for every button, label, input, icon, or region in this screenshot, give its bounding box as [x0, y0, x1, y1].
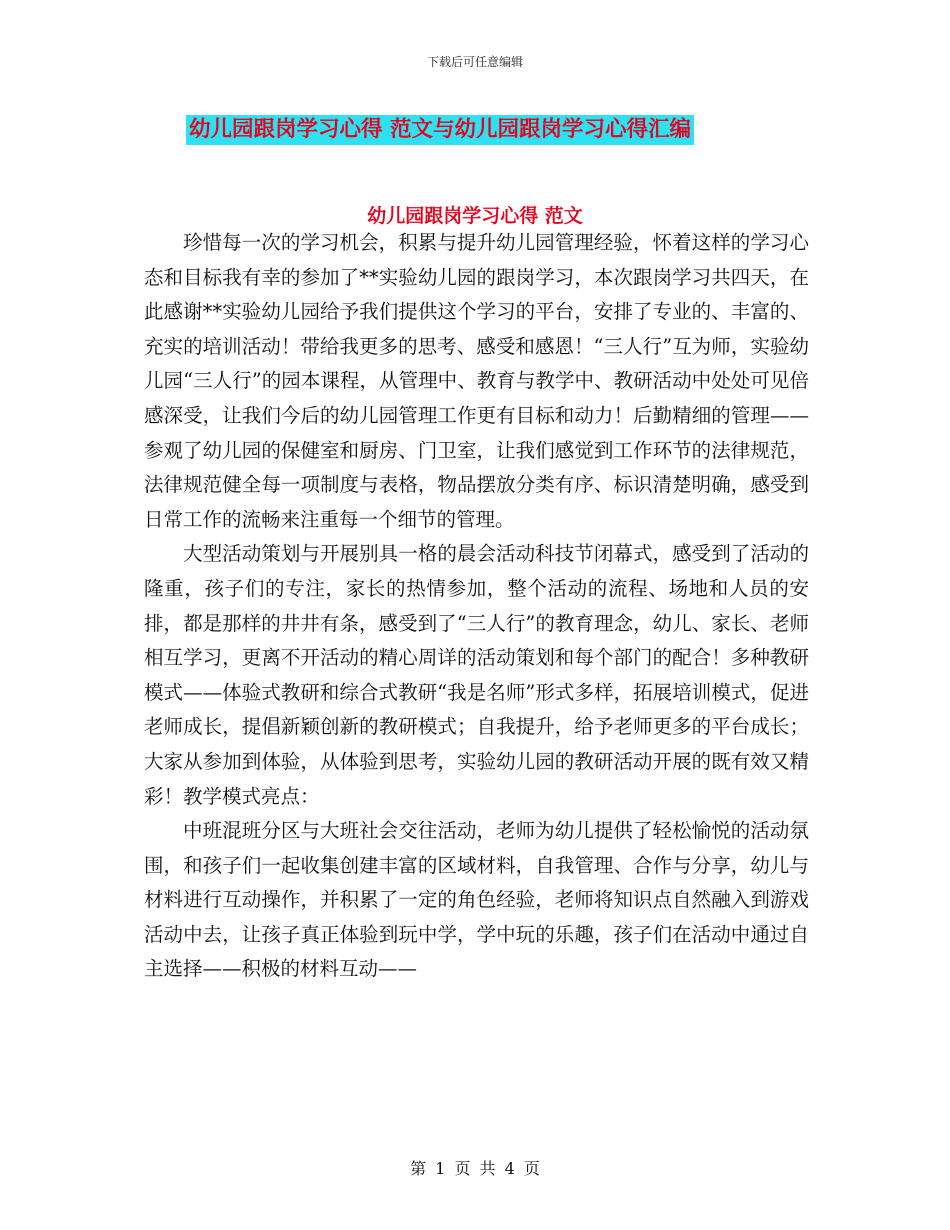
body-paragraph: 中班混班分区与大班社会交往活动，老师为幼儿提供了轻松愉悦的活动氛围，和孩子们一起收集创建丰富的区域材料，自我管理、合作与分享，幼儿与材料进行互动操作，并积累了一定的角色经验，老师将知识点自然融入到游戏活动中去，让孩子真正体验到玩中学，学中玩的乐趣，孩子们在活动中通过自主选择——积极的材料互动—— [144, 819, 809, 981]
body-paragraph: 珍惜每一次的学习机会，积累与提升幼儿园管理经验，怀着这样的学习心态和目标我有幸的参加了**实验幼儿园的跟岗学习，本次跟岗学习共四天，在此感谢**实验幼儿园给予我们提供这个学习的平台，安排了专业的、丰富的、充实的培训活动！带给我更多的思考、感受和感恩！“三人行”互为师，实验幼儿园“三人行”的园本课程，从管理中、教育与教学中、教研活动中处处可见倍感深受，让我们今后的幼儿园管理工作更有目标和动力！后勤精细的管理——参观了幼儿园的保健室和厨房、门卫室，让我们感觉到工作环节的法律规范，法律规范健全每一项制度与表格，物品摆放分类有序、标识清楚明确，感受到日常工作的流畅来注重每一个细节的管理。 [144, 231, 809, 531]
document-body [144, 226, 809, 987]
document-title: 幼儿园跟岗学习心得 范文与幼儿园跟岗学习心得汇编 [186, 115, 694, 145]
page-number: 第 1 页 共 4 页 [410, 1159, 540, 1178]
header-note: 下载后可任意编辑 [426, 55, 523, 69]
section-title: 幼儿园跟岗学习心得 范文 [367, 205, 583, 227]
body-paragraph: 大型活动策划与开展别具一格的晨会活动科技节闭幕式，感受到了活动的隆重，孩子们的专注，家长的热情参加，整个活动的流程、场地和人员的安排，都是那样的井井有条，感受到了“三人行”的教育理念，幼儿、家长、老师相互学习，更离不开活动的精心周详的活动策划和每个部门的配合！多种教研模式——体验式教研和综合式教研“我是名师”形式多样，拓展培训模式，促进老师成长，提倡新颖创新的教研模式；自我提升，给予老师更多的平台成长；大家从参加到体验，从体验到思考，实验幼儿园的教研活动开展的既有效又精彩！教学模式亮点： [144, 542, 809, 808]
